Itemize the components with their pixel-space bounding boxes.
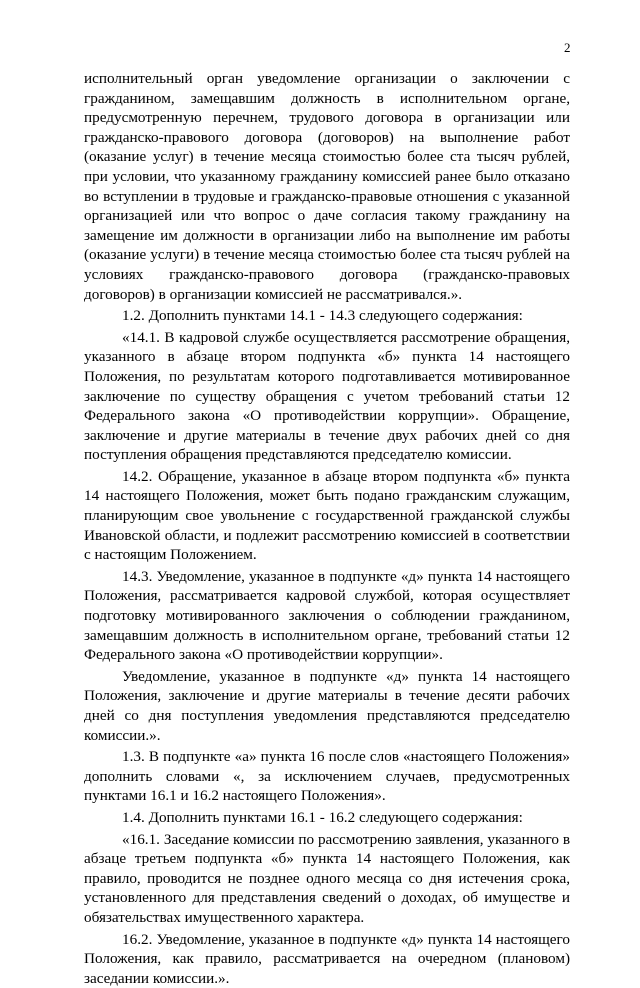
paragraph-item-14-3: 14.3. Уведомление, указанное в подпункте «д» пункта 14 настоящего Положения, рассматривается кадровой службой, которая осуществляет подготовку мотивированного заключения о соблюдении гражданином, замещавшим должность в исполнительном органе, требований статьи 12 Федерального закона «О противодействии коррупции». — [84, 567, 570, 664]
paragraph-item-1-4: 1.4. Дополнить пунктами 16.1 - 16.2 следующего содержания: — [122, 808, 523, 826]
paragraph-item-1-2: 1.2. Дополнить пунктами 14.1 - 14.3 следующего содержания: — [122, 307, 523, 325]
paragraph-item-14-2: 14.2. Обращение, указанное в абзаце втором подпункта «б» пункта 14 настоящего Положения, может быть подано гражданским служащим, планирующим свое увольнение с государственной гражданской службы Ивановской области, и подлежит рассмотрению комиссией в соответствии с настоящим Положением. — [84, 467, 570, 564]
document-body — [84, 69, 570, 988]
paragraph-item-16-2: 16.2. Уведомление, указанное в подпункте «д» пункта 14 настоящего Положения, как правило, рассматривается на очередном (плановом) заседании комиссии.». — [84, 930, 570, 987]
paragraph-item-1-3: 1.3. В подпункте «а» пункта 16 после слов «настоящего Положения» дополнить словами «, за исключением случаев, предусмотренных пунктами 16.1 и 16.2 настоящего Положения». — [84, 748, 570, 805]
page-number: 2 — [564, 40, 571, 55]
paragraph-item-16-1: «16.1. Заседание комиссии по рассмотрению заявления, указанного в абзаце третьем подпункта «б» пункта 14 настоящего Положения, как правило, проводится не позднее одного месяца со дня истечения срока, установленного для представления сведений о доходах, об имуществе и обязательствах имущественного характера. — [84, 830, 570, 926]
paragraph-item-14-1: «14.1. В кадровой службе осуществляется рассмотрение обращения, указанного в абзаце втором подпункта «б» пункта 14 настоящего Положения, по результатам которого подготавливается мотивированное заключение по существу обращения с учетом требований статьи 12 Федерального закона «О противодействии коррупции». Обращение, заключение и другие материалы в течение двух рабочих дней со дня поступления обращения представляются председателю комиссии. — [84, 328, 570, 464]
paragraph-continuation: исполнительный орган уведомление организации о заключении с гражданином, замещавшим должность в исполнительном органе, предусмотренную перечнем, трудового договора в организации или гражданско-правового договора (договоров) на выполнение работ (оказание услуг) в течение месяца стоимостью более ста тысяч рублей, при условии, что указанному гражданину комиссией ранее было отказано во вступлении в трудовые и гражданско-правовые отношения с указанной организацией или что вопрос о даче согласия такому гражданину на замещение им должности в организации либо на выполнение им работы (оказание услуги) в течение месяца стоимостью более ста тысяч рублей на условиях гражданско-правового договора (гражданско-правовых договоров) в организации комиссией не рассматривался.». — [84, 70, 570, 303]
paragraph-notification: Уведомление, указанное в подпункте «д» пункта 14 настоящего Положения, заключение и другие материалы в течение десяти рабочих дней со дня поступления уведомления представляются председателю комиссии.». — [84, 667, 570, 744]
